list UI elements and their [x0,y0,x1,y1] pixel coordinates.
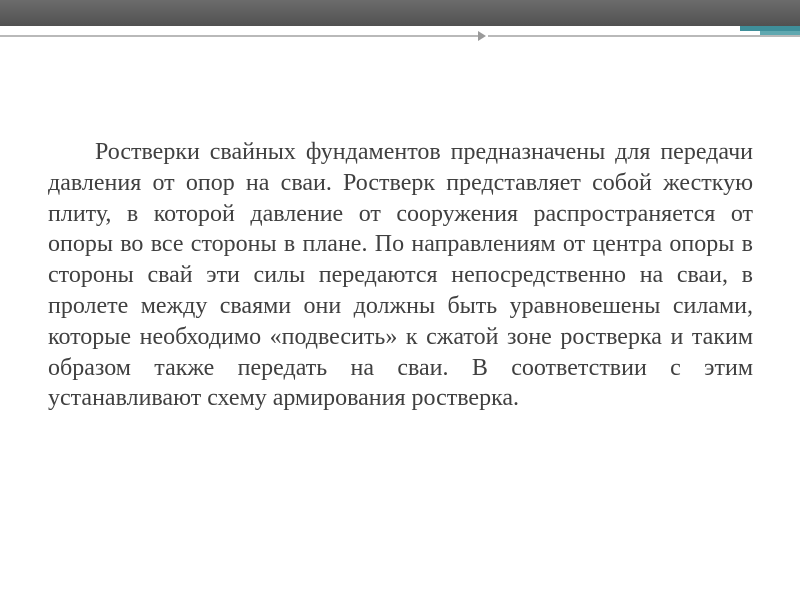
arrow-marker-icon [478,31,486,41]
slide-paragraph: Ростверки свайных фундаментов предназначены для передачи давления от опор на сваи. Ростверк представляет собой жесткую плиту, в которой давление от сооружения распространяется от опоры во все стороны в плане. По направлениям от центра опоры в стороны свай эти силы передаются непосредственно на сваи, в пролете между сваями они должны быть уравновешены силами, которые необходимо «подвесить» к сжатой зоне ростверка и таким образом также передать на сваи. В соответствии с этим устанавливают схему армирования ростверка. [48,139,753,412]
decorative-line-right [488,35,800,37]
decorative-line-left [0,35,478,37]
slide-top-bar [0,0,800,26]
